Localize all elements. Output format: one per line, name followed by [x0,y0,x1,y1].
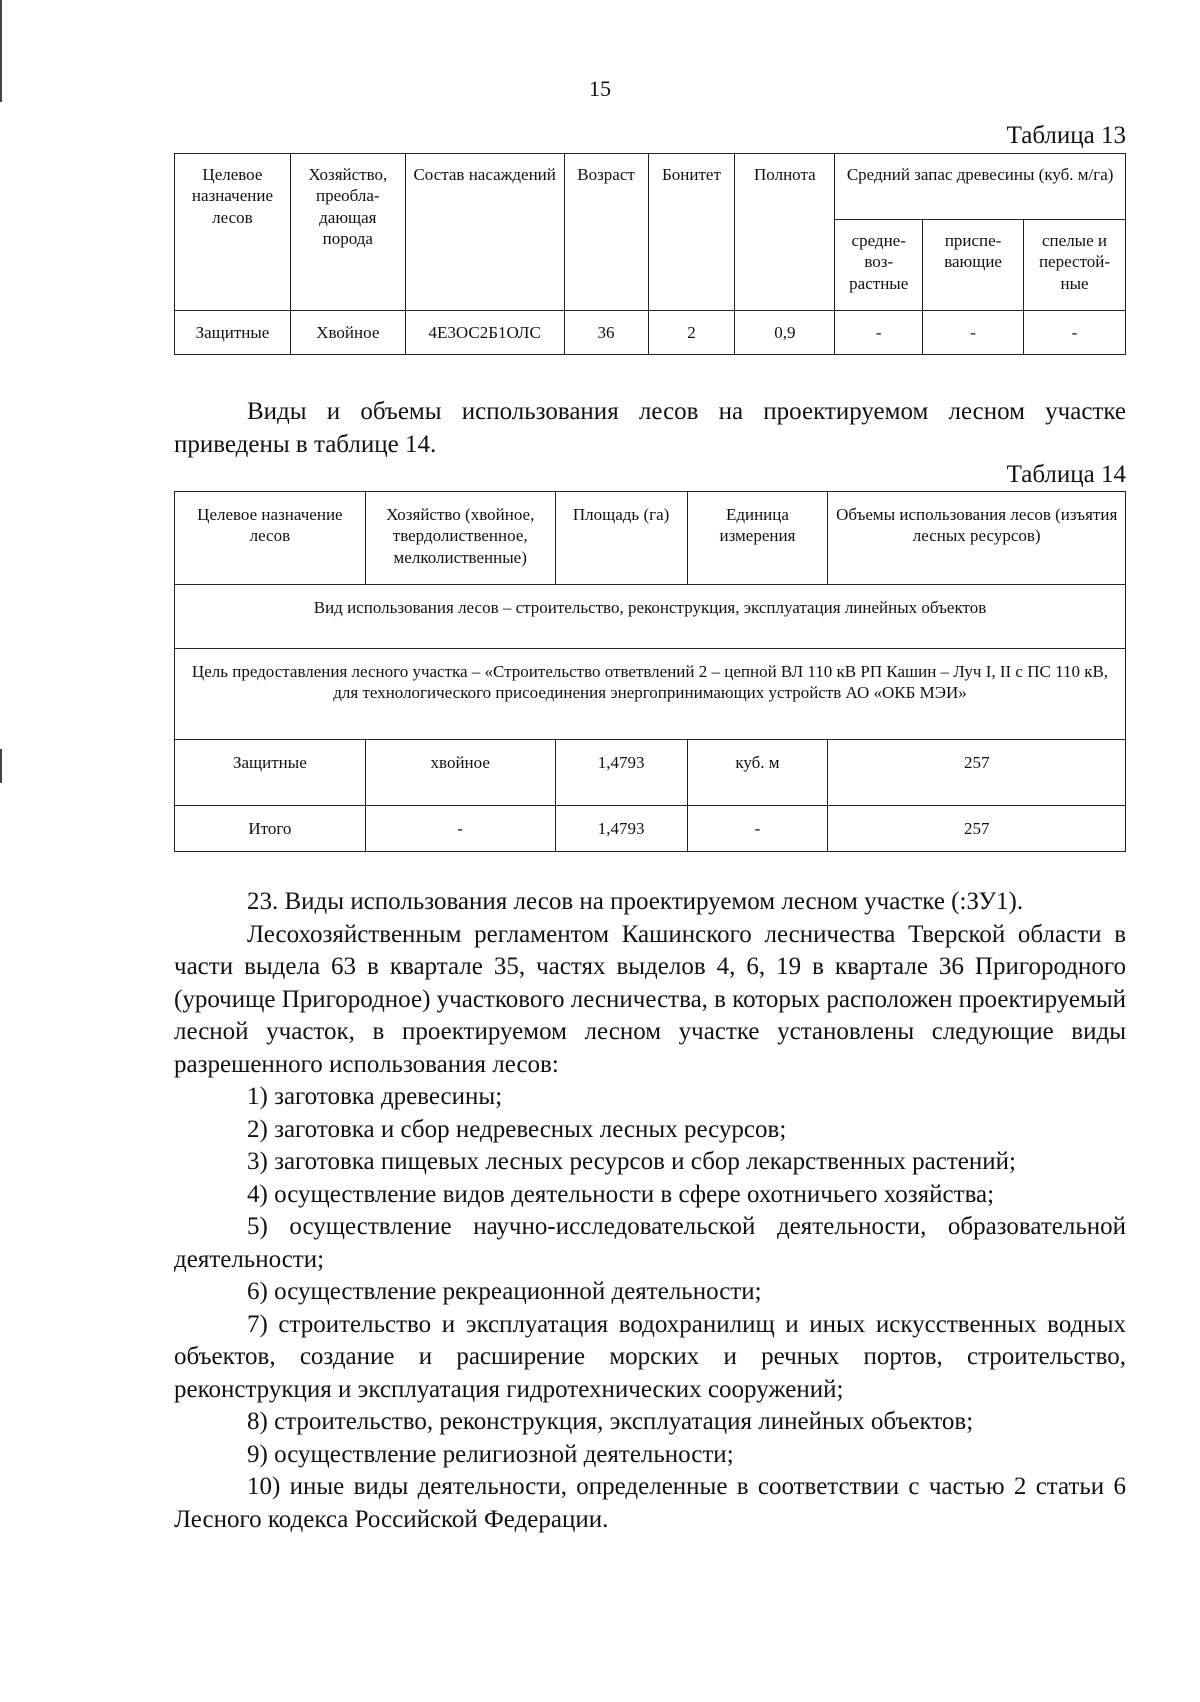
table-13-caption: Таблица 13 [1006,122,1126,149]
table-14 [174,491,1126,852]
t14-total-area: 1,4793 [555,806,687,852]
t13-header-stock-group: Средний запас древесины (куб. м/га) [835,154,1126,220]
t13-header-purpose: Целевое назначение лесов [175,154,291,311]
t13-cell-density: 0,9 [735,311,835,355]
t14-total-unit: - [687,806,828,852]
t13-header-stock-mid: средне-воз-растные [835,220,923,311]
t13-header-composition: Состав насаждений [405,154,564,311]
t14-cell-purpose: Защитные [175,740,366,806]
list-item: 9) осуществление религиозной деятельности; [247,1440,734,1468]
t14-header-purpose: Целевое назначение лесов [175,492,366,585]
t13-header-stock-mature: спелые и перестой-ные [1024,220,1126,311]
table-row [175,740,1126,806]
list-item: 10) иные виды деятельности, определенные в соответствии с частью 2 статьи 6 Лесного кодекса Российской Федерации. [174,1473,1126,1533]
section-heading: 23. Виды использования лесов на проектируемом лесном участке (:ЗУ1). [247,888,1024,915]
t13-cell-stock-mid: - [835,311,923,355]
table-14-caption: Таблица 14 [1006,461,1126,488]
table-13 [174,153,1126,355]
list-item: 7) строительство и эксплуатация водохранилищ и иных искусственных водных объектов, создание и расширение морских и речных портов, строительство, реконструкция и эксплуатация гидротехнических сооружений; [174,1310,1126,1403]
scan-edge [0,0,2,1702]
t13-cell-purpose: Защитные [175,311,291,355]
t14-total-volume: 257 [828,806,1126,852]
t13-cell-stock-pre: - [923,311,1024,355]
t13-cell-composition: 4Е3ОС2Б1ОЛС [405,311,564,355]
list-item: 1) заготовка древесины; [247,1083,503,1110]
t14-use-type: Вид использования лесов – строительство, реконструкция, эксплуатация линейных объектов [175,585,1126,649]
t13-header-density: Полнота [735,154,835,311]
list-item: 6) осуществление рекреационной деятельности; [247,1278,762,1305]
t13-cell-age: 36 [564,311,648,355]
t14-cell-unit: куб. м [687,740,828,806]
list-item: 3) заготовка пищевых лесных ресурсов и сбор лекарственных растений; [247,1148,1016,1175]
section-body: Лесохозяйственным регламентом Кашинского лесничества Тверской области в части выдела 63 в квартале 35, частях выделов 4, 6, 19 в квартале 36 Пригородного (урочище Пригородное) участкового лесничества, в которых расположен проектируемый лесной участок, в проектируемом лесном участке установлены следующие виды разрешенного использования лесов: [174,920,1127,1078]
t14-cell-area: 1,4793 [555,740,687,806]
section-23 [174,886,1126,1536]
list-item: 8) строительство, реконструкция, эксплуатация линейных объектов; [247,1408,974,1435]
t13-header-age: Возраст [564,154,648,311]
t13-cell-farm: Хвойное [290,311,405,355]
t14-total-label: Итого [175,806,366,852]
t13-header-stock-pre: приспе-вающие [923,220,1024,311]
list-item: 2) заготовка и сбор недревесных лесных ресурсов; [247,1115,787,1143]
table-row [175,311,1126,355]
list-item: 5) осуществление научно-исследовательской деятельности, образовательной деятельности; [174,1213,1126,1273]
table-14-intro: Виды и объемы использования лесов на проектируемом лесном участке приведены в таблице 14. [174,398,1126,458]
t14-cell-volume: 257 [828,740,1126,806]
t14-header-farm: Хозяйство (хвойное, твердолиственное, мелколиственные) [365,492,555,585]
t14-header-unit: Единица измерения [687,492,828,585]
t14-header-area: Площадь (га) [555,492,687,585]
list-item: 4) осуществление видов деятельности в сфере охотничьего хозяйства; [247,1180,995,1208]
t14-total-farm: - [365,806,555,852]
page-number: 15 [589,76,611,101]
t14-goal: Цель предоставления лесного участка – «Строительство ответвлений 2 – цепной ВЛ 110 кВ РП Кашин – Луч I, II с ПС 110 кВ, для технологического присоединения энергопринимающих устройств АО «ОКБ МЭИ» [175,649,1126,740]
t14-header-volume: Объемы использования лесов (изъятия лесных ресурсов) [828,492,1126,585]
t13-cell-stock-mature: - [1024,311,1126,355]
t13-cell-bonitet: 2 [648,311,735,355]
t13-header-bonitet: Бонитет [648,154,735,311]
table-total-row [175,806,1126,852]
t13-header-farm: Хозяйство, преобла-дающая порода [290,154,405,311]
t14-cell-farm: хвойное [365,740,555,806]
